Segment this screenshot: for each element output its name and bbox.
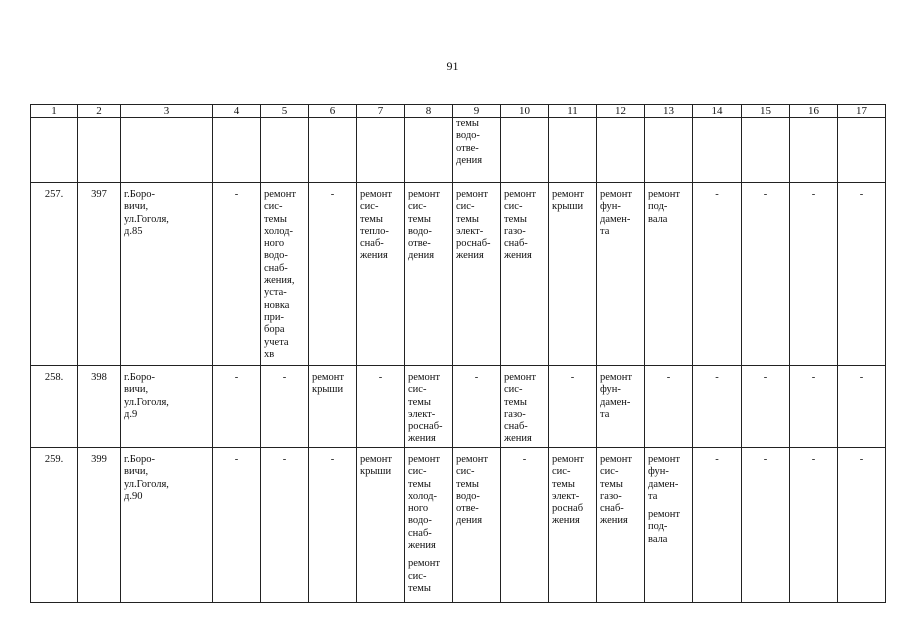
cell-text-line: ремонт (648, 189, 681, 200)
cell-dash: - (309, 183, 357, 366)
cell-text-line: темы (408, 582, 431, 594)
cell-dash: - (838, 448, 886, 603)
cont-cell-15 (742, 118, 790, 183)
cell-text-line: жения (456, 250, 484, 262)
cell-text-line: ремонт (552, 454, 585, 465)
cell-text-line: тепло- (360, 225, 389, 237)
cell-text-line: газо- (504, 225, 526, 237)
cont-cell-8 (405, 118, 453, 183)
repair-work-cell (501, 366, 549, 448)
cell-dash: - (501, 448, 549, 603)
cell-dash: - (213, 448, 261, 603)
cell-text-line: ул.Гоголя, (124, 478, 169, 490)
cont-cell-9 (453, 118, 501, 183)
cont-cell-5 (261, 118, 309, 183)
cell-text-line: элект- (552, 490, 580, 502)
cell-text-line: элект- (408, 408, 436, 420)
cell-text-line: крыши (312, 384, 344, 396)
repair-work-cell (453, 448, 501, 603)
cell-text-line: под- (648, 521, 668, 533)
cell-text-line: ремонт (504, 372, 537, 383)
cell-text-line: вичи, (124, 384, 149, 396)
cell-text-line: ремонт (408, 372, 441, 383)
cell-text-line: жения (504, 250, 532, 262)
address (121, 183, 213, 366)
cell-text-line: темы (600, 478, 623, 490)
cell-text-line: сис- (552, 466, 571, 478)
cell-text-line: жения (408, 433, 436, 445)
cell-text-line: д.85 (124, 225, 143, 237)
house-code: 397 (78, 183, 121, 366)
repair-work-cell (357, 183, 405, 366)
cont-cell-6 (309, 118, 357, 183)
header-cell-13: 13 (645, 105, 693, 118)
cell-text-line: отве- (408, 238, 431, 250)
cell-text-line: ремонт (456, 454, 489, 465)
cell-dash: - (742, 366, 790, 448)
cont-cell-14 (693, 118, 742, 183)
cell-text-line: снаб- (600, 503, 624, 515)
header-cell-7: 7 (357, 105, 405, 118)
cont-cell-13 (645, 118, 693, 183)
table-row (31, 448, 886, 603)
cell-text-line: дамен- (600, 396, 631, 408)
cell-text-line: ремонт (600, 372, 633, 383)
cell-text-line: роснаб- (408, 421, 443, 433)
repair-work-cell (645, 183, 693, 366)
cell-text-line: снаб- (360, 238, 384, 250)
cell-text-line: темы (456, 478, 479, 490)
cont-cell-11 (549, 118, 597, 183)
cell-text-line: дамен- (648, 478, 679, 490)
cell-text-line: снаб- (504, 238, 528, 250)
cell-dash: - (790, 183, 838, 366)
cell-text-line: ремонт (312, 372, 345, 383)
cell-dash: - (261, 448, 309, 603)
cell-text-line: дения (456, 154, 483, 166)
row-number: 257. (31, 183, 78, 366)
cell-dash: - (261, 366, 309, 448)
cell-text-line: отве- (456, 142, 479, 154)
header-cell-10: 10 (501, 105, 549, 118)
cell-dash: - (838, 366, 886, 448)
address (121, 448, 213, 603)
repair-work-cell (501, 183, 549, 366)
cell-text-line: ного (408, 503, 429, 515)
cell-text-line: под- (648, 201, 668, 213)
cell-text-line: вичи, (124, 466, 149, 478)
cell-text-line: дения (456, 515, 483, 527)
header-row (31, 105, 886, 118)
cell-text-line: вала (648, 533, 668, 545)
house-code: 398 (78, 366, 121, 448)
cont-cell-10 (501, 118, 549, 183)
repair-work-cell (405, 448, 453, 603)
table-row (31, 366, 886, 448)
header-cell-5: 5 (261, 105, 309, 118)
cell-dash: - (213, 366, 261, 448)
cell-dash: - (742, 448, 790, 603)
cell-text-line: д.9 (124, 408, 138, 420)
cell-dash: - (742, 183, 790, 366)
cell-text-line: ремонт (408, 189, 441, 200)
cell-text-line: холод- (408, 490, 437, 502)
cont-cell-17 (838, 118, 886, 183)
cell-text-line: ремонт (600, 454, 633, 465)
cell-text-line: сис- (408, 570, 427, 582)
cell-dash: - (549, 366, 597, 448)
cell-text-line: сис- (360, 201, 379, 213)
cell-text-line: ремонт (360, 454, 393, 465)
cell-text-line: дения (408, 250, 435, 262)
cell-text-line: та (600, 225, 610, 237)
cell-dash: - (790, 366, 838, 448)
cell-text-line: г.Боро- (124, 372, 156, 383)
cell-text-line: г.Боро- (124, 454, 156, 465)
cell-text-line: снаб- (264, 262, 288, 274)
cont-cell-4 (213, 118, 261, 183)
cell-text-line: вала (648, 213, 668, 225)
cell-text-line: ремонт (648, 454, 681, 465)
cell-text-line: ремонт (504, 189, 537, 200)
cell-text-line: темы (552, 478, 575, 490)
header-cell-17: 17 (838, 105, 886, 118)
cell-text-line: фун- (600, 201, 621, 213)
table-body (31, 105, 886, 603)
cell-text-line: жения (504, 433, 532, 445)
cell-text-line: новка (264, 299, 290, 311)
cell-dash: - (693, 366, 742, 448)
cell-text-line: холод- (264, 225, 293, 237)
cell-text-line: уста- (264, 287, 287, 299)
cell-text-line: ул.Гоголя, (124, 396, 169, 408)
cell-text-line: крыши (360, 466, 392, 478)
cell-text-line: ремонт (600, 189, 633, 200)
cell-text-line: жения (600, 515, 628, 527)
header-cell-6: 6 (309, 105, 357, 118)
cell-text-line: жения, (264, 275, 295, 287)
cell-text-line: водо- (408, 225, 432, 237)
cell-text-line: ремонт (360, 189, 393, 200)
row-number: 258. (31, 366, 78, 448)
cell-text-line: сис- (408, 384, 427, 396)
cell-dash: - (790, 448, 838, 603)
cell-text-line: отве- (456, 503, 479, 515)
cell-text-line: фун- (600, 384, 621, 396)
cell-text-line: сис- (408, 201, 427, 213)
repair-work-cell (357, 448, 405, 603)
cell-text-line: водо- (264, 250, 288, 262)
cell-text-line: ремонт (648, 509, 681, 521)
header-cell-16: 16 (790, 105, 838, 118)
cont-cell-2 (78, 118, 121, 183)
cell-dash: - (693, 183, 742, 366)
cell-text-line: сис- (264, 201, 283, 213)
cell-text-line: хв (264, 348, 275, 360)
cell-dash: - (645, 366, 693, 448)
cell-text-line: фун- (648, 466, 669, 478)
header-cell-11: 11 (549, 105, 597, 118)
cell-text-line: сис- (600, 466, 619, 478)
cell-text-line: жения (552, 515, 580, 527)
cell-dash: - (357, 366, 405, 448)
cell-text-line: сис- (408, 466, 427, 478)
cell-text-line: водо- (408, 515, 432, 527)
repair-work-cell (405, 366, 453, 448)
cell-text-line: сис- (504, 384, 523, 396)
header-cell-4: 4 (213, 105, 261, 118)
cell-text-line: темы (360, 213, 383, 225)
house-code: 399 (78, 448, 121, 603)
repair-work-cell (597, 366, 645, 448)
cell-dash: - (838, 183, 886, 366)
cell-text-line: темы (264, 213, 287, 225)
repair-work-cell (309, 366, 357, 448)
cell-text-line: темы (456, 213, 479, 225)
cell-text-line: водо- (456, 490, 480, 502)
header-cell-9: 9 (453, 105, 501, 118)
cell-text-line: ремонт (408, 558, 441, 570)
cell-text-line: темы (408, 478, 431, 490)
address (121, 366, 213, 448)
cont-cell-16 (790, 118, 838, 183)
cell-dash: - (309, 448, 357, 603)
cell-text-line: темы (456, 118, 479, 129)
cell-text-line: учета (264, 336, 289, 348)
cell-dash: - (693, 448, 742, 603)
cell-dash: - (213, 183, 261, 366)
cell-text-line: ул.Гоголя, (124, 213, 169, 225)
cell-text-line: темы (408, 213, 431, 225)
cell-text-line: ремонт (264, 189, 297, 200)
repair-work-cell (405, 183, 453, 366)
repair-work-cell (261, 183, 309, 366)
header-cell-3: 3 (121, 105, 213, 118)
cell-text-line: темы (504, 396, 527, 408)
cell-text-line: крыши (552, 201, 584, 213)
cell-text-line: газо- (600, 490, 622, 502)
cell-text-line: снаб- (504, 421, 528, 433)
cont-cell-3 (121, 118, 213, 183)
header-cell-8: 8 (405, 105, 453, 118)
cell-text-line: газо- (504, 408, 526, 420)
repair-work-cell (597, 448, 645, 603)
continuation-row (31, 118, 886, 183)
cell-text-line: водо- (456, 130, 480, 142)
cont-cell-12 (597, 118, 645, 183)
cell-text-line: д.90 (124, 490, 143, 502)
cell-text-line: ремонт (408, 454, 441, 465)
cell-text-line: снаб- (408, 527, 432, 539)
header-cell-14: 14 (693, 105, 742, 118)
cell-text-line: роснаб (552, 503, 584, 515)
cell-text-line: вичи, (124, 201, 149, 213)
cell-text-line: г.Боро- (124, 189, 156, 200)
cell-text-line: сис- (504, 201, 523, 213)
cell-text-line: ремонт (456, 189, 489, 200)
repair-work-cell (453, 183, 501, 366)
cont-cell-1 (31, 118, 78, 183)
repair-table (30, 104, 886, 603)
cell-text-line: та (648, 490, 658, 502)
cell-text-line: бора (264, 324, 285, 336)
cell-text-line: темы (408, 396, 431, 408)
cell-text-line: сис- (456, 201, 475, 213)
cell-text-line: та (600, 408, 610, 420)
table-row (31, 183, 886, 366)
cell-text-line: роснаб- (456, 238, 491, 250)
cell-text-line: жения (408, 540, 436, 552)
repair-work-cell (549, 448, 597, 603)
cell-text-line: сис- (456, 466, 475, 478)
repair-work-cell (597, 183, 645, 366)
page-number: 91 (446, 59, 459, 73)
cell-text-line: элект- (456, 225, 484, 237)
repair-work-cell (645, 448, 693, 603)
cont-cell-7 (357, 118, 405, 183)
cell-dash: - (453, 366, 501, 448)
repair-work-cell (549, 183, 597, 366)
cell-text-line: ного (264, 238, 285, 250)
cell-text-line: ремонт (552, 189, 585, 200)
cell-text-line: жения (360, 250, 388, 262)
header-cell-2: 2 (78, 105, 121, 118)
cell-text-line: при- (264, 311, 284, 323)
header-cell-12: 12 (597, 105, 645, 118)
header-cell-1: 1 (31, 105, 78, 118)
cell-text-line: темы (504, 213, 527, 225)
cell-text-line: дамен- (600, 213, 631, 225)
header-cell-15: 15 (742, 105, 790, 118)
row-number: 259. (31, 448, 78, 603)
